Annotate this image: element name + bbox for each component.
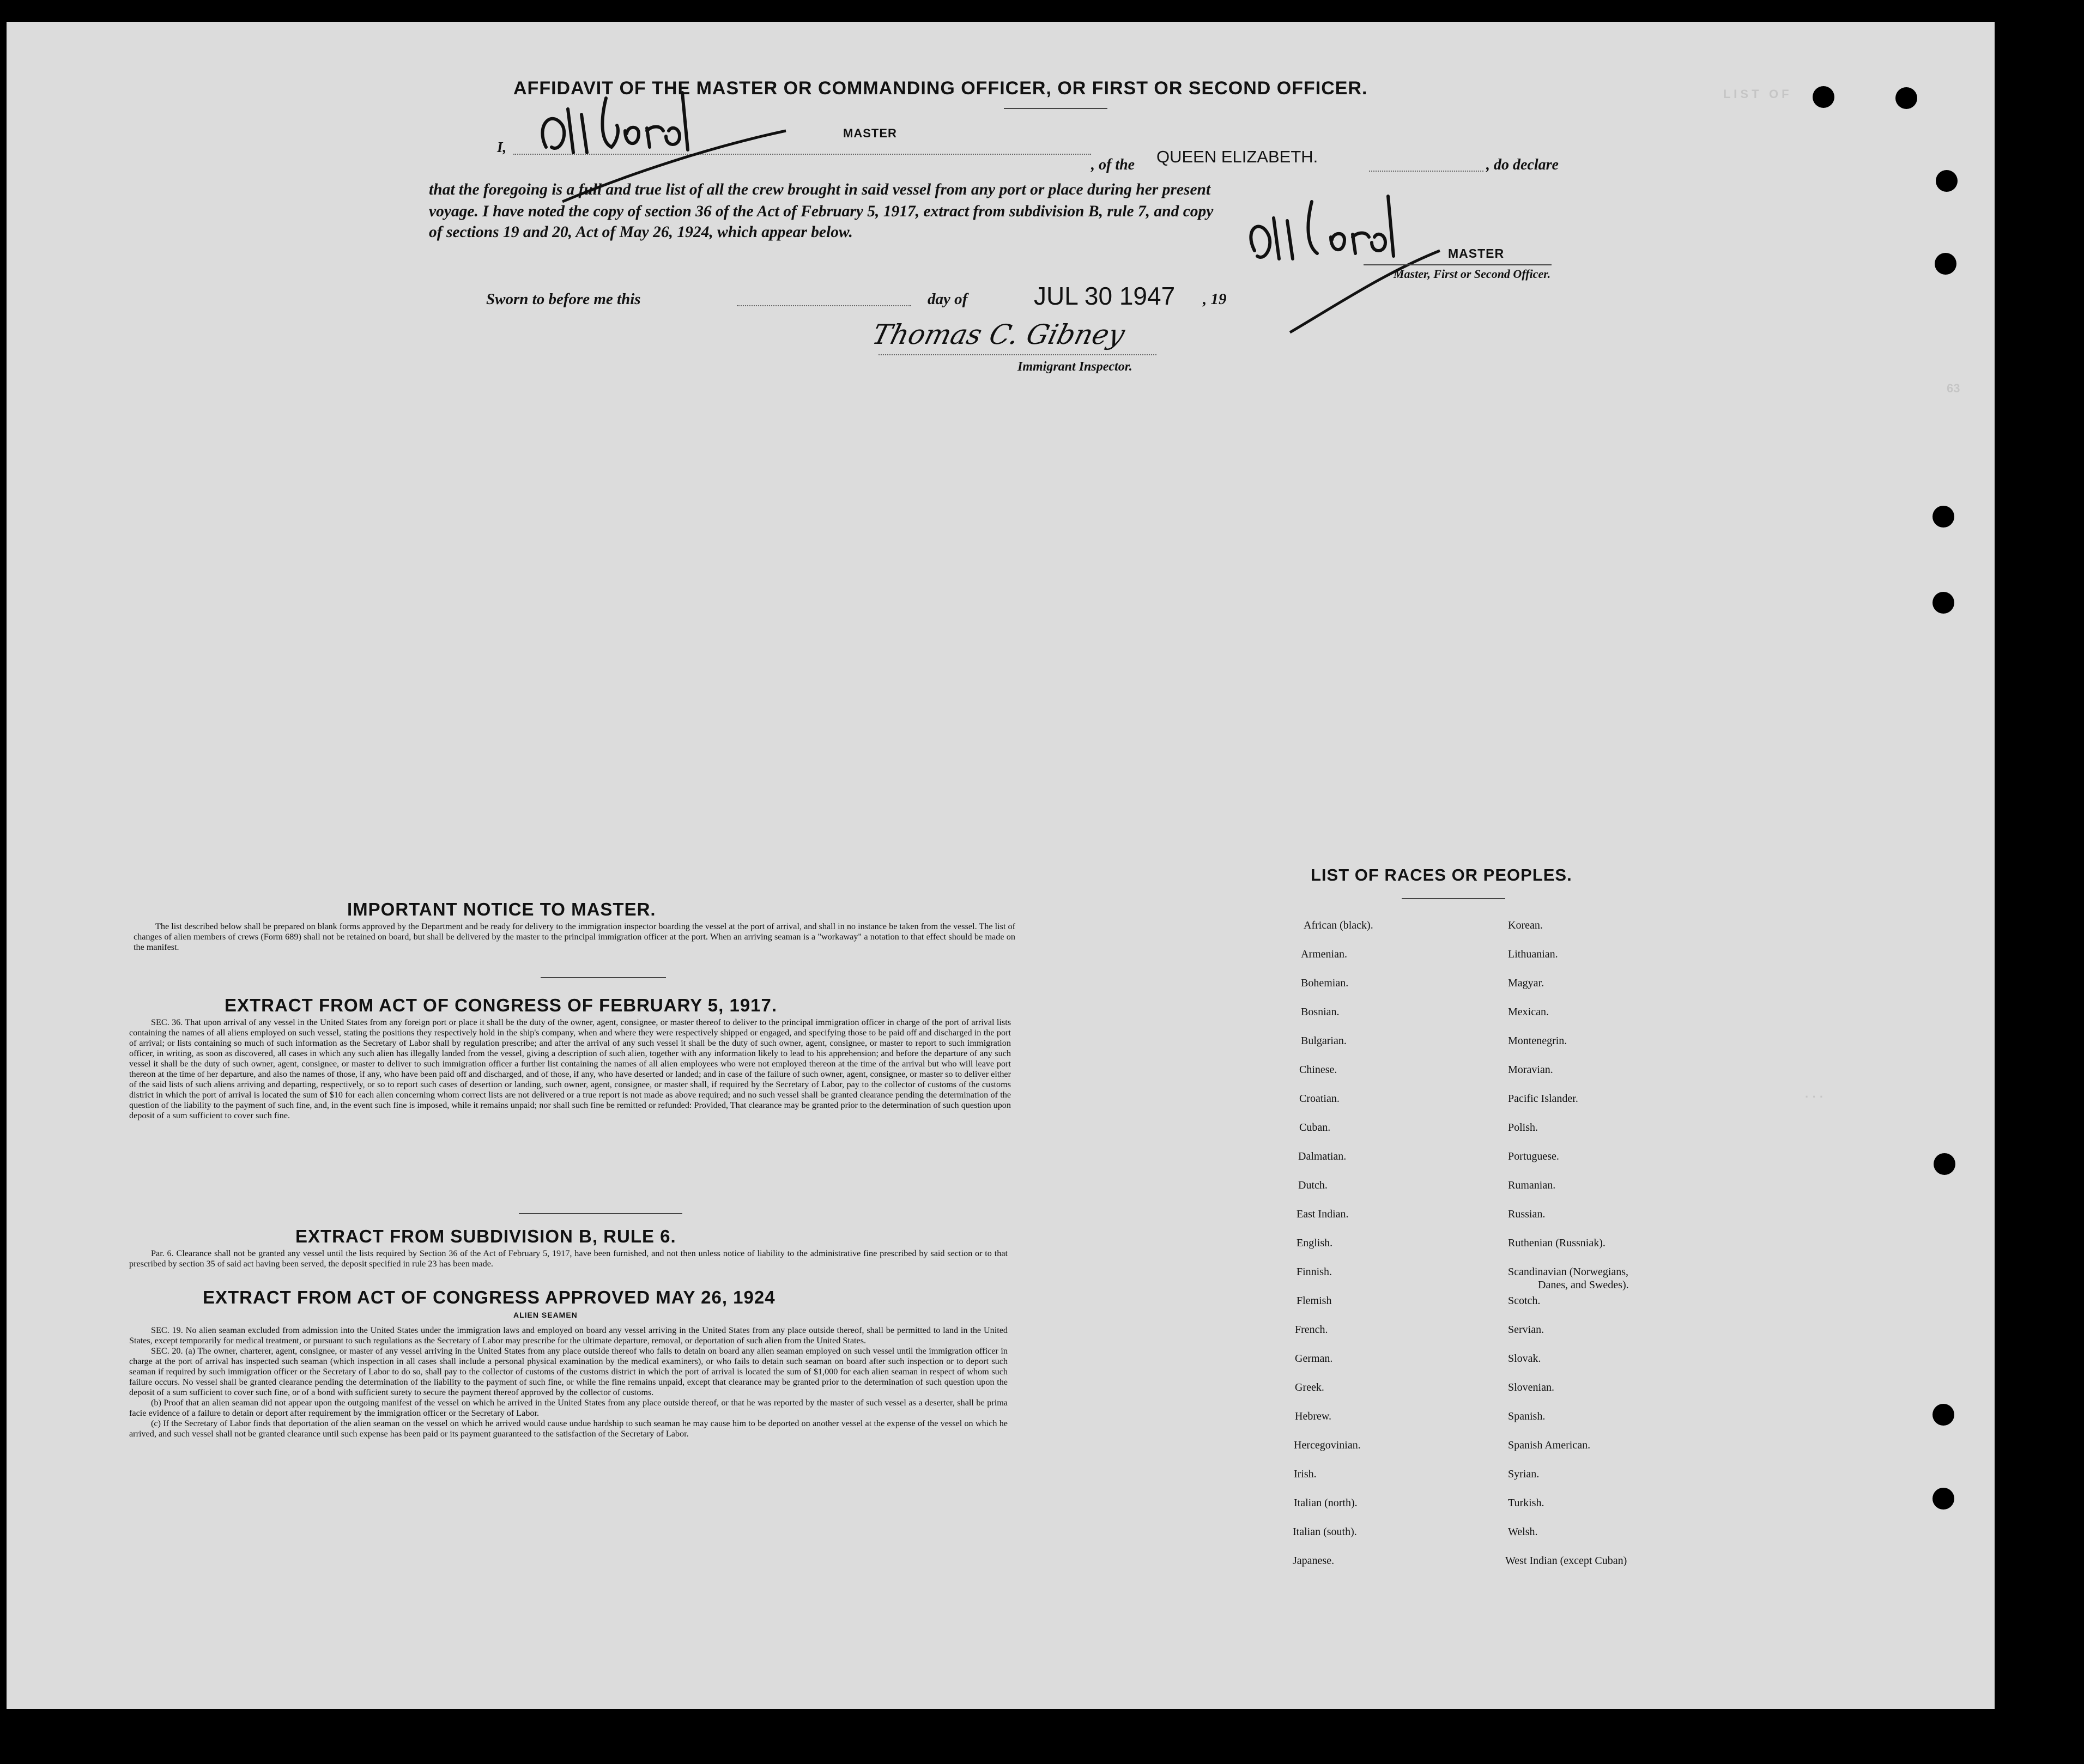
date-stamp: JUL 30 1947 (1034, 282, 1176, 310)
affidavit-i-label: I, (497, 139, 507, 155)
race-right: Scotch. (1508, 1295, 1541, 1307)
bleed-through: L I S T O F (1723, 87, 1789, 101)
extract-1924-title: EXTRACT FROM ACT OF CONGRESS APPROVED MAY 26, 1924 (203, 1287, 776, 1307)
subdivision-title: EXTRACT FROM SUBDIVISION B, RULE 6. (295, 1226, 676, 1246)
affidavit-line-3: of sections 19 and 20, Act of May 26, 1924, which appear below. (429, 223, 853, 241)
sworn-day-line (737, 305, 911, 306)
race-left: Greek. (1295, 1381, 1324, 1393)
race-left: Hebrew. (1295, 1410, 1332, 1422)
race-left: Hercegovinian. (1294, 1439, 1361, 1451)
inspector-signature: Thomas C. Gibney (869, 319, 1128, 350)
race-right: Polish. (1508, 1122, 1538, 1133)
subdivision-text (129, 1248, 1008, 1269)
extract-1917-title: EXTRACT FROM ACT OF CONGRESS OF FEBRUARY 5, 1917. (225, 995, 778, 1015)
vessel-line (1369, 171, 1483, 172)
race-left: Chinese. (1299, 1064, 1337, 1076)
divider (519, 1213, 682, 1214)
race-right: Spanish American. (1508, 1439, 1591, 1451)
inspector-caption: Immigrant Inspector. (1017, 360, 1132, 374)
race-left: Japanese. (1293, 1555, 1335, 1567)
race-left: Bulgarian. (1301, 1035, 1347, 1047)
section-20a: SEC. 20. (a) The owner, charterer, agent, consignee, or master of any vessel arriving in the United States from any place outside thereof who fails to detain on board any alien seaman employed on such vessel until the immigration officer in charge at the port of arrival has inspected such seaman (which inspection in all cases shall include a personal physical examination by the medical examiners), or who fails to detain such seaman on board after such inspection or to deport such seaman if required by such immigration officer or the Secretary of Labor to do so, shall pay to the collector of customs of the customs district in which the port of arrival is located the sum of $1,000 for each alien seaman in respect of whom such failure occurs. No vessel shall be granted clearance pending the determination of the liability to the payment of such fine, or while the fine remains unpaid, except that clearance may be granted prior to the determination of such question upon the deposit of a sum sufficient to cover such fine, or of a bond with sufficient surety to secure the payment thereof approved by the collector of customs. (129, 1346, 1008, 1397)
race-left: Irish. (1294, 1468, 1317, 1480)
race-right: Pacific Islander. (1508, 1093, 1578, 1105)
race-right: Mexican. (1508, 1006, 1549, 1018)
race-right: Korean. (1508, 919, 1543, 931)
race-right: Ruthenian (Russniak). (1508, 1237, 1606, 1249)
divider (541, 977, 666, 978)
race-left: Dutch. (1298, 1179, 1328, 1191)
race-left: Italian (north). (1294, 1497, 1358, 1509)
year-suffix: , 19 (1203, 290, 1227, 308)
race-left: Italian (south). (1293, 1526, 1357, 1538)
vessel-name: QUEEN ELIZABETH. (1156, 147, 1318, 166)
bleed-through: 63 (1947, 381, 1960, 395)
race-right-continued: Danes, and Swedes). (1538, 1279, 1629, 1291)
paragraph-6: Par. 6. Clearance shall not be granted any vessel until the lists required by Section 36 of the Act of February 5, 1917, have been furnished, and not then unless notice of liability to the administrative fine prescribed by said section or to that prescribed by section 35 of said act having been served, the deposit specified in rule 23 has been made. (129, 1248, 1008, 1269)
race-right: Welsh. (1508, 1526, 1538, 1538)
race-left: German. (1295, 1353, 1333, 1365)
race-left: English. (1297, 1237, 1333, 1249)
race-right: Russian. (1508, 1208, 1546, 1220)
race-right: West Indian (except Cuban) (1505, 1555, 1627, 1567)
divider (1004, 108, 1107, 109)
race-left: Bohemian. (1301, 977, 1349, 989)
race-right: Lithuanian. (1508, 948, 1558, 960)
race-right: Magyar. (1508, 977, 1544, 989)
punch-hole (1813, 86, 1834, 108)
alien-seamen-subtitle: ALIEN SEAMEN (513, 1311, 578, 1319)
races-title: LIST OF RACES OR PEOPLES. (1311, 865, 1572, 884)
race-left: Dalmatian. (1298, 1150, 1347, 1162)
race-right: Montenegrin. (1508, 1035, 1567, 1047)
do-declare-label: , do declare (1486, 156, 1559, 173)
punch-hole (1934, 1153, 1955, 1175)
notice-paragraph: The list described below shall be prepared on blank forms approved by the Department and be ready for delivery to the immigration inspector boarding the vessel at the port of arrival, and shall in no instance be taken from the vessel. The list of changes of alien members of crews (Form 689) shall not be retained on board, but shall be delivered by the master to the principal immigration officer at the port. When an arriving seaman is a "workaway" a notation to that effect should be made on the manifest. (134, 922, 1015, 952)
race-right: Portuguese. (1508, 1150, 1559, 1162)
punch-hole (1932, 1488, 1954, 1510)
punch-hole (1932, 1404, 1954, 1426)
race-right: Servian. (1508, 1324, 1544, 1336)
race-right: Slovak. (1508, 1353, 1541, 1365)
race-right: Slovenian. (1508, 1381, 1554, 1393)
officer-line (1364, 264, 1552, 265)
affidavit-line-1: that the foregoing is a full and true list of all the crew brought in said vessel from any port or place during her present (429, 181, 1211, 198)
notice-title: IMPORTANT NOTICE TO MASTER. (347, 899, 656, 919)
race-left: Finnish. (1297, 1266, 1332, 1278)
divider (1402, 898, 1505, 899)
section-19: SEC. 19. No alien seaman excluded from admission into the United States under the immigration laws and employed on board any vessel arriving in the United States from any place outside thereof, shall be permitted to land in the United States, except temporarily for medical treatment, or pursuant to such regulations as the Secretary of Labor may prescribe for the ultimate departure, removal, or deportation of such alien from the United States. (129, 1325, 1008, 1345)
race-left: Flemish (1297, 1295, 1332, 1307)
extract-1917-text (129, 1017, 1011, 1121)
affidavit-title: AFFIDAVIT OF THE MASTER OR COMMANDING OFFICER, OR FIRST OR SECOND OFFICER. (513, 78, 1368, 99)
sworn-label: Sworn to before me this (486, 290, 641, 308)
punch-hole (1932, 592, 1954, 614)
race-left: Croatian. (1299, 1093, 1340, 1105)
document-page (7, 22, 1995, 1709)
day-of-label: day of (928, 290, 968, 308)
race-left: Bosnian. (1301, 1006, 1340, 1018)
race-right: Turkish. (1508, 1497, 1544, 1509)
race-left: French. (1295, 1324, 1328, 1336)
punch-hole (1932, 506, 1954, 528)
section-20b: (b) Proof that an alien seaman did not appear upon the outgoing manifest of the vessel on which he arrived in the United States from any place outside thereof, or that he was reported by the master of such vessel as a deserter, shall be prima facie evidence of a failure to detain or deport after requirement by the immigration officer or the Secretary of Labor. (129, 1398, 1008, 1418)
stamp-master: MASTER (843, 126, 897, 140)
race-right: Syrian. (1508, 1468, 1540, 1480)
race-right: Moravian. (1508, 1064, 1553, 1076)
officer-caption: Master, First or Second Officer. (1394, 267, 1551, 281)
inspector-line (879, 354, 1156, 355)
punch-hole (1935, 253, 1956, 275)
affidavit-line-2: voyage. I have noted the copy of section 36 of the Act of February 5, 1917, extract from subdivision B, rule 7, and copy (429, 203, 1214, 220)
race-left: Armenian. (1301, 948, 1347, 960)
punch-hole (1895, 87, 1917, 109)
section-36: SEC. 36. That upon arrival of any vessel in the United States from any foreign port or place it shall be the duty of the owner, agent, consignee, or master thereof to deliver to the principal immigration officer in charge of the port of arrival lists containing the names of all aliens employed on such vessel, stating the positions they respectively hold in the ship's company, when and where they were respectively shipped or engaged, and specifying those to be paid off and discharged in the port of arrival; or lists containing so much of such information as the Secretary of Labor shall by regulation prescribe; and after the arrival of any such vessel it shall be the duty of such owner, agent, consignee, or master to report to such immigration officer, in writing, as soon as discovered, all cases in which any such alien has illegally landed from the vessel, giving a description of such alien, together with any information likely to lead to his apprehension; and before the departure of any such vessel it shall be the duty of such owner, agent, consignee, or master to deliver to such immigration officer a further list containing the names of all alien employees who were not employed thereon at the time of the arrival but who will leave port thereon at the time of her departure, and also the names of those, if any, who have been paid off and discharged, and of those, if any, who have deserted or landed; and in case of the failure of such owner, agent, consignee, or master so to deliver either of the said lists of such aliens arriving and departing, respectively, or so to report such cases of desertion or landing, such owner, agent, consignee, or master shall, if required by the Secretary of Labor, pay to the collector of customs of the customs district in which the port of arrival is located the sum of $10 for each alien concerning whom correct lists are not delivered or a true report is not made as above required; and no such vessel shall be granted clearance pending the determination of the question of the liability to the payment of such fine, and, in the event such fine is imposed, while it remains unpaid; nor shall such fine be remitted or refunded: Provided, That clearance may be granted prior to the determination of such question upon deposit of a sum sufficient to cover such fine. (129, 1017, 1011, 1120)
extract-1924-text (129, 1325, 1008, 1439)
race-right: Rumanian. (1508, 1179, 1556, 1191)
notice-text (134, 922, 1015, 953)
race-left: East Indian. (1297, 1208, 1349, 1220)
race-left: African (black). (1304, 919, 1373, 931)
punch-hole (1936, 170, 1958, 192)
of-the-label: , of the (1091, 156, 1135, 173)
race-left: Cuban. (1299, 1122, 1331, 1133)
race-right: Spanish. (1508, 1410, 1546, 1422)
race-right: Scandinavian (Norwegians, (1508, 1266, 1629, 1278)
stamp-master-2: MASTER (1448, 246, 1505, 260)
section-20c: (c) If the Secretary of Labor finds that deportation of the alien seaman on the vessel on which he arrived would cause undue hardship to such seaman he may cause him to be deported on another vessel at the expense of the vessel on which he arrived, and such vessel shall not be granted clearance until such expense has been paid or its payment guaranteed to the satisfaction of the Secretary of Labor. (129, 1419, 1008, 1439)
bleed-through: · · · (1805, 1090, 1824, 1104)
